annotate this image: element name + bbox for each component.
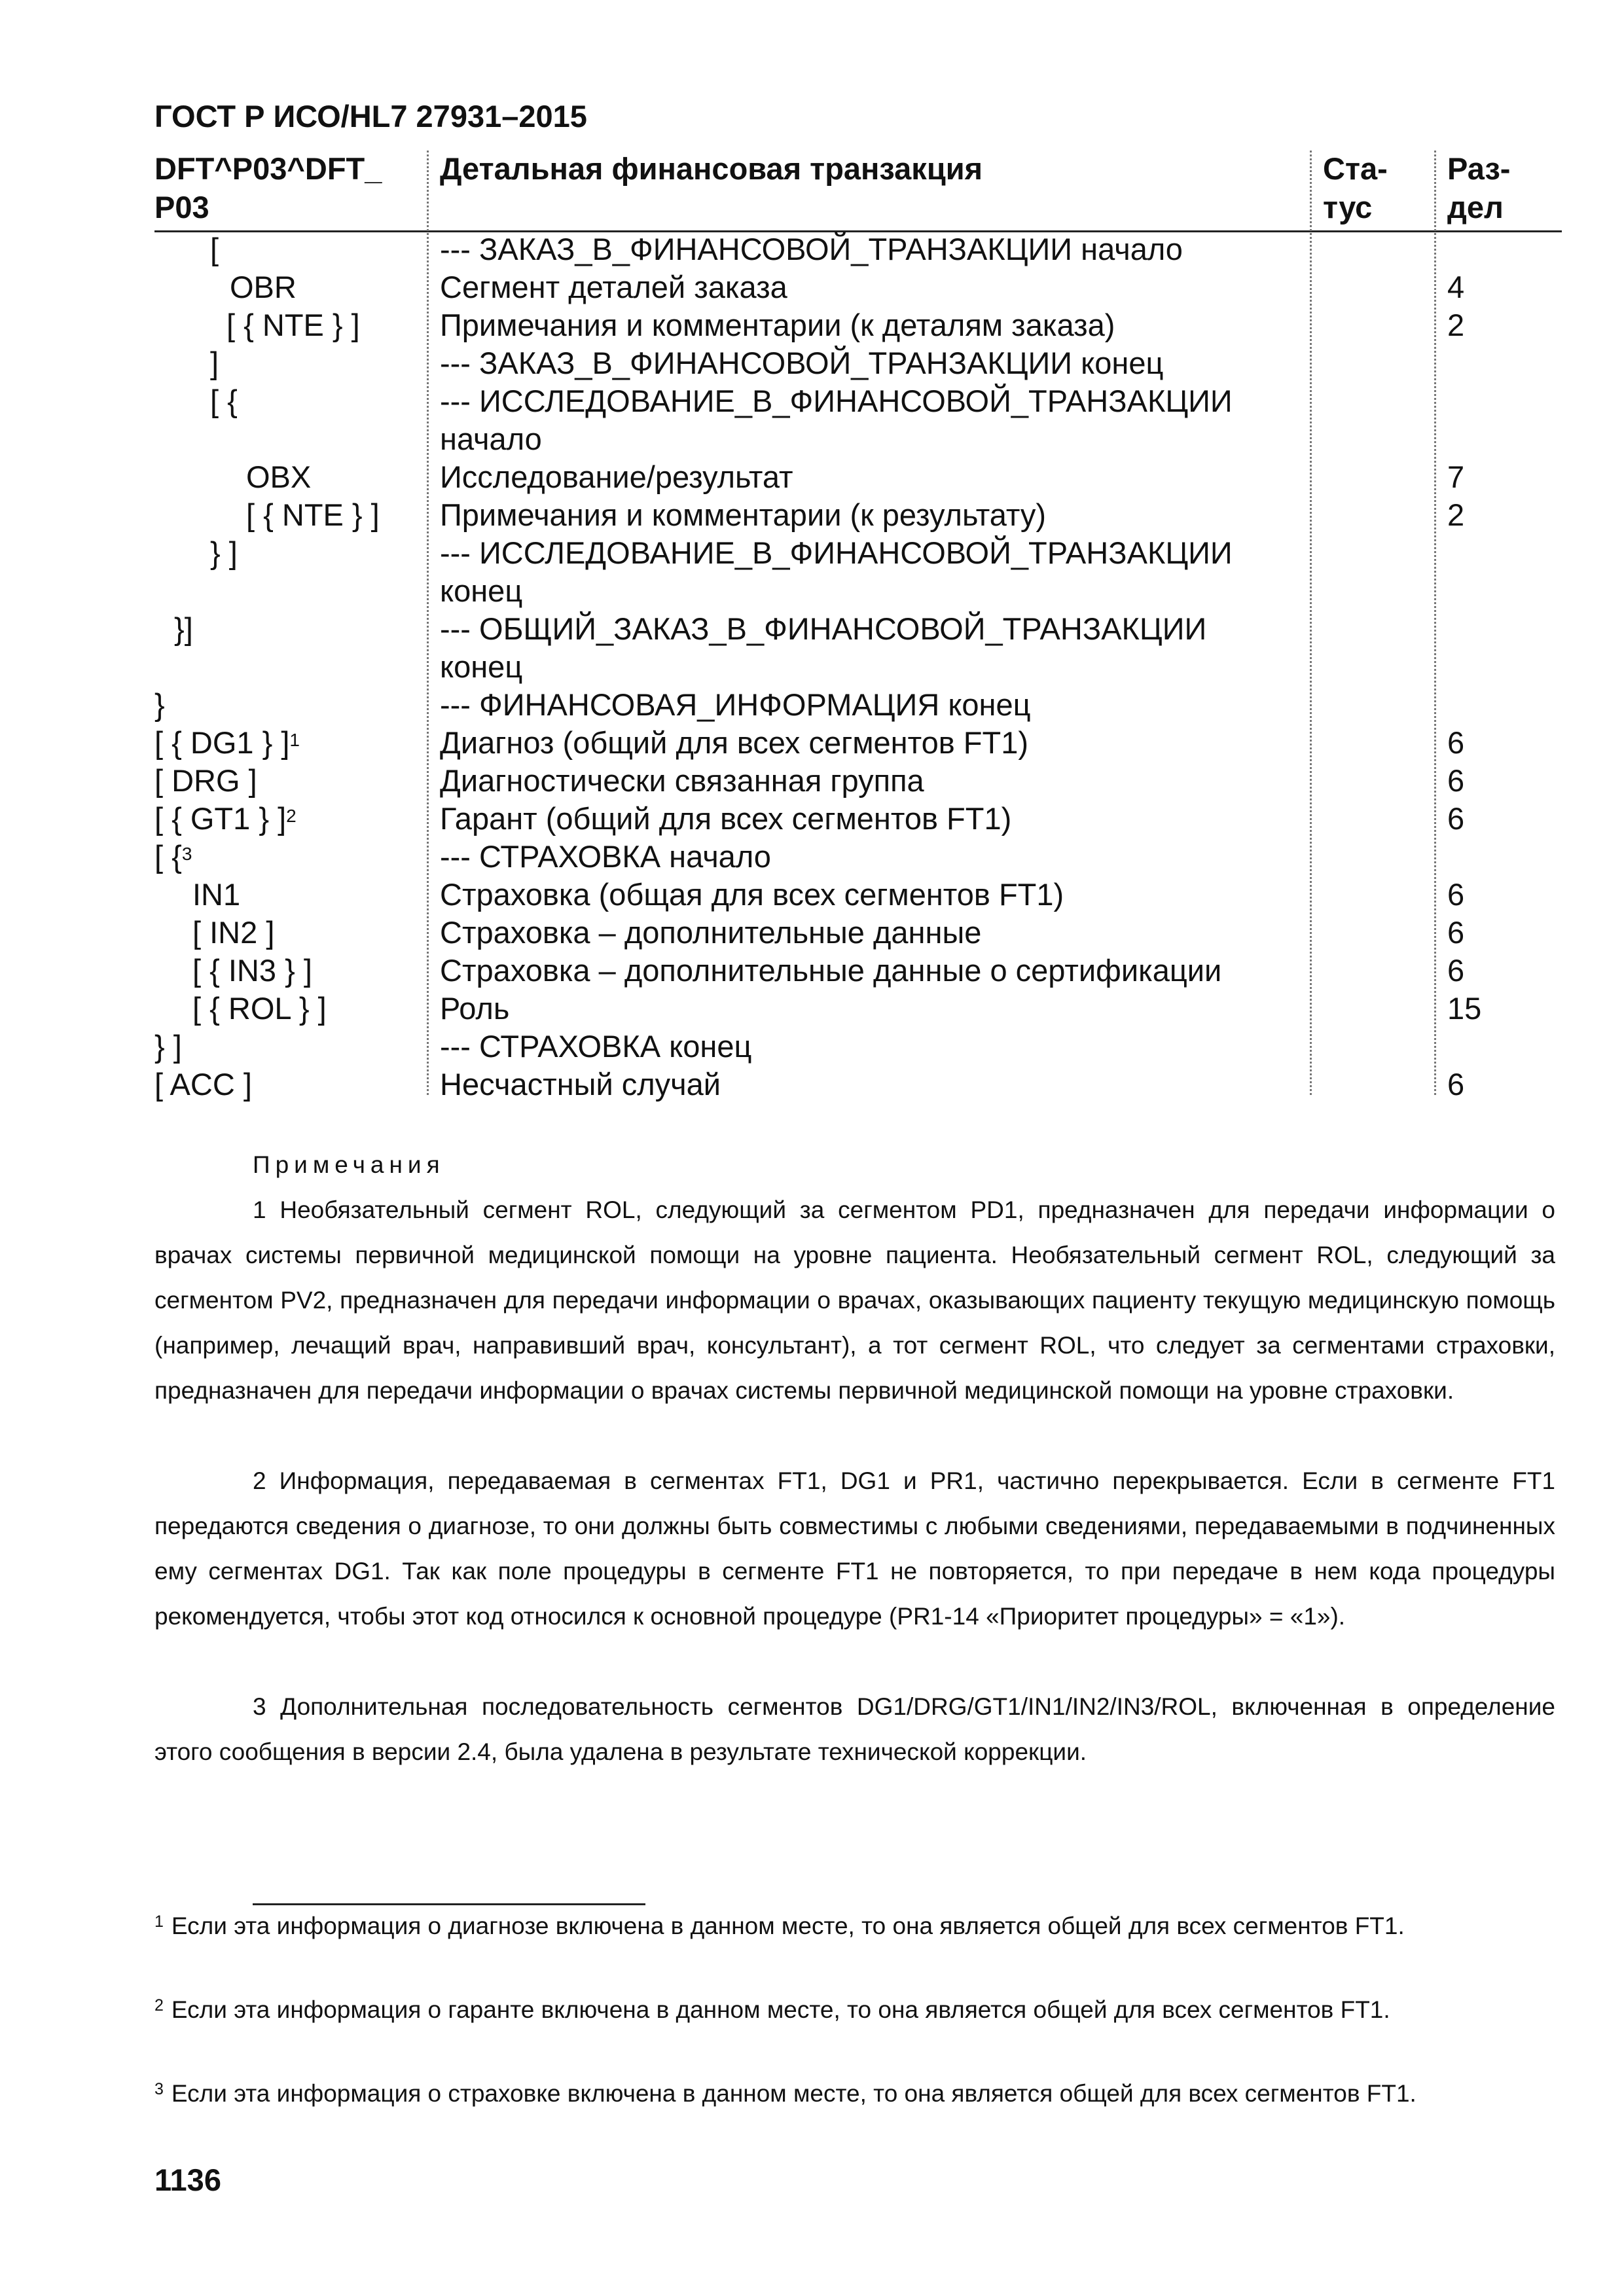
section-number: 15 [1447, 991, 1482, 1026]
segment-code: [ { DG1 } ] [154, 725, 290, 760]
section-number: 6 [1447, 953, 1465, 988]
segment-code: OBX [246, 459, 312, 494]
segment-description: Страховка (общая для всех сегментов FT1) [440, 877, 1064, 912]
segment-description: Гарант (общий для всех сегментов FT1) [440, 801, 1012, 836]
footnote-ref[interactable]: 1 [289, 730, 300, 750]
segment-code: } [154, 687, 165, 722]
segment-description: Страховка – дополнительные данные о сертификации [440, 953, 1222, 988]
footnote-ref[interactable]: 2 [286, 806, 297, 826]
page-number: 1136 [154, 2162, 221, 2197]
segment-description: --- ЗАКАЗ_В_ФИНАНСОВОЙ_ТРАНЗАКЦИИ начало [440, 232, 1183, 266]
section-number: 7 [1447, 459, 1465, 494]
segment-code: [ DRG ] [154, 763, 257, 798]
footnote-text: Если эта информация о страховке включена в данном месте, то она является общей для всех сегментов FT1. [171, 2080, 1416, 2107]
segment-description: --- ИССЛЕДОВАНИЕ_В_ФИНАНСОВОЙ_ТРАНЗАКЦИИ конец [440, 535, 1233, 608]
notes-title: Примечания [253, 1151, 445, 1178]
column-divider [1310, 151, 1312, 1095]
segment-description: --- СТРАХОВКА конец [440, 1029, 752, 1064]
segment-description: Диагностически связанная группа [440, 763, 924, 798]
segment-code: } ] [154, 1029, 182, 1064]
table-header [154, 149, 1562, 232]
column-divider [427, 151, 429, 1095]
segment-code: [ { NTE } ] [226, 308, 360, 342]
segment-description: Страховка – дополнительные данные [440, 915, 982, 950]
footnote [154, 1992, 1555, 2028]
segment-description: Несчастный случай [440, 1067, 721, 1102]
section-number: 6 [1447, 915, 1465, 950]
segment-code: [ { GT1 } ] [154, 801, 287, 836]
segment-description: --- ФИНАНСОВАЯ_ИНФОРМАЦИЯ конец [440, 687, 1031, 722]
footnote-number: 1 [154, 1912, 164, 1931]
segment-description: Диагноз (общий для всех сегментов FT1) [440, 725, 1029, 760]
segment-code: IN1 [192, 877, 241, 912]
segment-description: Примечания и комментарии (к деталям заказа) [440, 308, 1115, 342]
segment-description: --- ЗАКАЗ_В_ФИНАНСОВОЙ_ТРАНЗАКЦИИ конец [440, 346, 1164, 380]
segment-code: [ { [154, 839, 182, 874]
column-header-section: Раз- дел [1447, 151, 1511, 224]
segment-code: [ IN2 ] [192, 915, 275, 950]
note-paragraph: 3 Дополнительная последовательность сегментов DG1/DRG/GT1/IN1/IN2/IN3/ROL, включенная в определение этого сообщения в версии 2.4, была удалена в результате технической коррекции. [154, 1693, 1555, 1765]
section-number: 2 [1447, 308, 1465, 342]
section-number: 6 [1447, 763, 1465, 798]
section-number: 6 [1447, 877, 1465, 912]
segment-description: Исследование/результат [440, 459, 793, 494]
segment-code: } ] [210, 535, 238, 570]
column-divider [1434, 151, 1436, 1095]
footnote-text: Если эта информация о диагнозе включена в данном месте, то она является общей для всех сегментов FT1. [171, 1912, 1405, 1939]
note-paragraph: 2 Информация, передаваемая в сегментах FT1, DG1 и PR1, частично перекрывается. Если в сегменте FT1 передаются сведения о диагнозе, то они должны быть совместимы с любыми сведениями, передаваемыми в подчиненных ему сегментах DG1. Так как поле процедуры в сегменте FT1 не повторяется, то при передаче в нем кода процедуры рекомендуется, чтобы этот код относился к основной процедуре (PR1-14 «Приоритет процедуры» = «1»). [154, 1467, 1555, 1630]
segment-code: [ { ROL } ] [192, 991, 327, 1026]
note-paragraph: 1 Необязательный сегмент ROL, следующий за сегментом PD1, предназначен для передачи информации о врачах системы первичной медицинской помощи на уровне пациента. Необязательный сегмент ROL, следующий за сегментом PV2, предназначен для передачи информации о врачах, оказывающих пациенту текущую медицинскую помощь (например, лечащий врач, направивший врач, консультант), а тот сегмент ROL, что следует за сегментами страховки, предназначен для передачи информации о врачах системы первичной медицинской помощи на уровне страховки. [154, 1196, 1555, 1404]
segment-description: Примечания и комментарии (к результату) [440, 497, 1047, 532]
footnote-text: Если эта информация о гаранте включена в данном месте, то она является общей для всех сегментов FT1. [171, 1996, 1390, 2023]
footnote [154, 1908, 1555, 1944]
section-number: 4 [1447, 270, 1465, 304]
footnote-number: 3 [154, 2080, 164, 2098]
footnote-ref[interactable]: 3 [181, 844, 192, 864]
segment-code: [ { IN3 } ] [192, 953, 312, 988]
section-number: 6 [1447, 801, 1465, 836]
footnote [154, 2075, 1555, 2111]
segment-description: --- СТРАХОВКА начало [440, 839, 771, 874]
segment-description: --- ОБЩИЙ_ЗАКАЗ_В_ФИНАНСОВОЙ_ТРАНЗАКЦИИ конец [440, 611, 1207, 684]
footnote-number: 2 [154, 1996, 164, 2015]
segment-description: --- ИССЛЕДОВАНИЕ_В_ФИНАНСОВОЙ_ТРАНЗАКЦИИ начало [440, 384, 1233, 456]
segment-code: [ { NTE } ] [246, 497, 380, 532]
segment-description: Сегмент деталей заказа [440, 270, 787, 304]
footnote-separator [253, 1903, 645, 1905]
document-header: ГОСТ Р ИСО/HL7 27931–2015 [154, 99, 587, 134]
segment-code: [ [210, 232, 219, 266]
segment-code: ] [210, 346, 219, 380]
section-number: 2 [1447, 497, 1465, 532]
segment-description: Роль [440, 991, 510, 1026]
segment-code: [ { [210, 384, 238, 418]
section-number: 6 [1447, 1067, 1465, 1102]
column-header-message: DFT^P03^DFT_ P03 [154, 151, 382, 224]
segment-code: OBR [230, 270, 297, 304]
column-header-status: Ста- тус [1323, 151, 1388, 224]
segment-code: }] [174, 611, 193, 646]
column-header-description: Детальная финансовая транзакция [440, 151, 983, 186]
section-number: 6 [1447, 725, 1465, 760]
segment-code: [ ACC ] [154, 1067, 252, 1102]
